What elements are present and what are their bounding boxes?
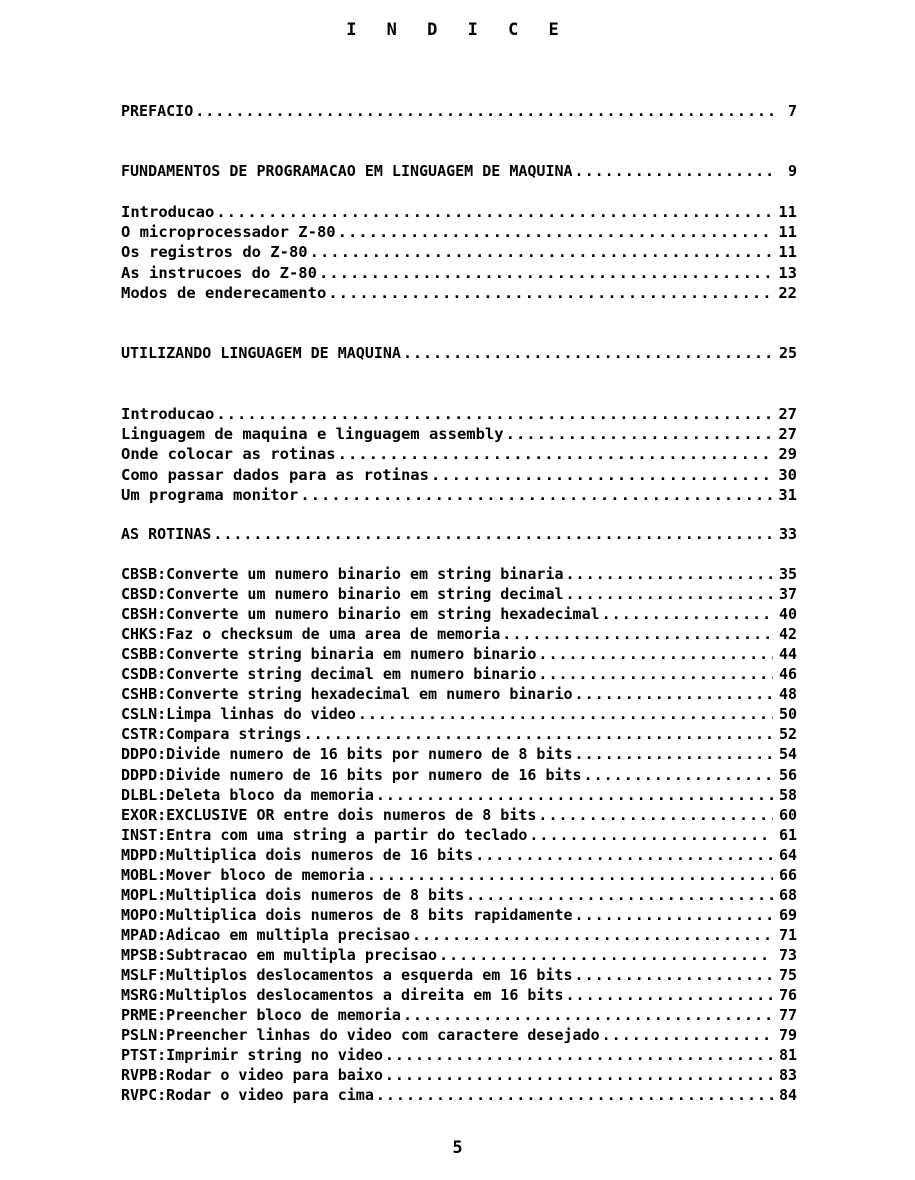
entry-page: 44 <box>778 645 797 663</box>
entry-label: MDPD:Multiplica dois numeros de 16 bits <box>121 846 474 864</box>
entry-page: 27 <box>778 405 797 423</box>
dot-leader <box>338 223 773 241</box>
dot-leader <box>304 725 773 743</box>
entry-page: 11 <box>778 223 797 241</box>
toc-entry <box>121 264 797 284</box>
entry-page: 25 <box>778 344 797 362</box>
toc-entry <box>121 203 797 223</box>
routine-entry <box>121 886 797 906</box>
entry-label: RVPB:Rodar o video para baixo <box>121 1066 383 1084</box>
dot-leader <box>385 1066 773 1084</box>
entry-page: 69 <box>778 906 797 924</box>
routine-entry <box>121 986 797 1006</box>
entry-label: MOBL:Mover bloco de memoria <box>121 866 365 884</box>
entry-label: DDPO:Divide numero de 16 bits por numero de 8 bits <box>121 745 573 763</box>
entry-label: Introducao <box>121 203 215 221</box>
dot-leader <box>385 1046 773 1064</box>
dot-leader <box>575 966 773 984</box>
dot-leader <box>412 926 773 944</box>
entry-label: As instrucoes do Z-80 <box>121 264 317 282</box>
entry-label: Onde colocar as rotinas <box>121 445 336 463</box>
entry-page: 68 <box>778 886 797 904</box>
routine-entry <box>121 766 797 786</box>
entry-page: 30 <box>778 466 797 484</box>
section-heading <box>121 525 797 545</box>
page-number: 5 <box>452 1138 463 1158</box>
entry-page: 7 <box>787 102 797 120</box>
dot-leader <box>602 605 773 623</box>
toc-entry-prefacio <box>121 102 797 122</box>
entry-label: PTST:Imprimir string no video <box>121 1046 383 1064</box>
entry-label: MPSB:Subtracao em multipla precisao <box>121 946 438 964</box>
dot-leader <box>506 425 773 443</box>
routine-entry <box>121 786 797 806</box>
page-title: I N D I C E <box>346 20 569 40</box>
entry-label: Linguagem de maquina e linguagem assembly <box>121 425 504 443</box>
entry-page: 54 <box>778 745 797 763</box>
entry-label: PREFACIO <box>121 102 194 120</box>
entry-label: MSLF:Multiplos deslocamentos a esquerda em 16 bits <box>121 966 573 984</box>
entry-page: 35 <box>778 565 797 583</box>
dot-leader <box>475 846 773 864</box>
entry-page: 77 <box>778 1006 797 1024</box>
dot-leader <box>358 705 773 723</box>
dot-leader <box>575 162 773 180</box>
entry-label: EXOR:EXCLUSIVE OR entre dois numeros de 8 bits <box>121 806 537 824</box>
dot-leader <box>575 906 773 924</box>
dot-leader <box>403 1006 773 1024</box>
routine-entry <box>121 605 797 625</box>
entry-page: 64 <box>778 846 797 864</box>
dot-leader <box>328 284 773 302</box>
entry-page: 66 <box>778 866 797 884</box>
toc-entry <box>121 243 797 263</box>
entry-page: 52 <box>778 725 797 743</box>
entry-label: Como passar dados para as rotinas <box>121 466 429 484</box>
entry-page: 50 <box>778 705 797 723</box>
entry-label: CSBB:Converte string binaria em numero binario <box>121 645 537 663</box>
entry-page: 11 <box>778 243 797 261</box>
dot-leader <box>367 866 773 884</box>
entry-page: 31 <box>778 486 797 504</box>
dot-leader <box>538 665 773 683</box>
toc-entry <box>121 223 797 243</box>
entry-label: UTILIZANDO LINGUAGEM DE MAQUINA <box>121 344 401 362</box>
dot-leader <box>466 886 773 904</box>
entry-label: CBSD:Converte um numero binario em string decimal <box>121 585 564 603</box>
entry-label: MSRG:Multiplos deslocamentos a direita em 16 bits <box>121 986 564 1004</box>
entry-label: O microprocessador Z-80 <box>121 223 336 241</box>
entry-page: 13 <box>778 264 797 282</box>
routine-entry <box>121 926 797 946</box>
routine-entry <box>121 685 797 705</box>
entry-label: PRME:Preencher bloco de memoria <box>121 1006 401 1024</box>
dot-leader <box>403 344 773 362</box>
dot-leader <box>319 264 773 282</box>
routine-entry <box>121 705 797 725</box>
entry-page: 9 <box>787 162 797 180</box>
dot-leader <box>195 102 773 120</box>
entry-label: Os registros do Z-80 <box>121 243 308 261</box>
dot-leader <box>431 466 773 484</box>
entry-label: MOPL:Multiplica dois numeros de 8 bits <box>121 886 465 904</box>
dot-leader <box>529 826 773 844</box>
dot-leader <box>566 585 773 603</box>
entry-page: 37 <box>778 585 797 603</box>
dot-leader <box>338 445 773 463</box>
entry-page: 71 <box>778 926 797 944</box>
entry-label: DDPD:Divide numero de 16 bits por numero de 16 bits <box>121 766 582 784</box>
section-heading <box>121 162 797 182</box>
entry-page: 27 <box>778 425 797 443</box>
entry-label: CSHB:Converte string hexadecimal em numero binario <box>121 685 573 703</box>
dot-leader <box>216 203 773 221</box>
routine-entry <box>121 725 797 745</box>
dot-leader <box>566 565 773 583</box>
dot-leader <box>300 486 773 504</box>
routine-entry <box>121 806 797 826</box>
entry-page: 73 <box>778 946 797 964</box>
entry-label: CSDB:Converte string decimal em numero binario <box>121 665 537 683</box>
entry-page: 83 <box>778 1066 797 1084</box>
dot-leader <box>216 405 773 423</box>
entry-label: AS ROTINAS <box>121 525 212 543</box>
routine-entry <box>121 745 797 765</box>
entry-page: 60 <box>778 806 797 824</box>
entry-page: 84 <box>778 1086 797 1104</box>
routine-entry <box>121 645 797 665</box>
routine-entry <box>121 1046 797 1066</box>
dot-leader <box>439 946 773 964</box>
dot-leader <box>376 786 773 804</box>
entry-label: CBSB:Converte um numero binario em string binaria <box>121 565 564 583</box>
toc-entry <box>121 466 797 486</box>
entry-page: 22 <box>778 284 797 302</box>
dot-leader <box>213 525 773 543</box>
entry-label: PSLN:Preencher linhas do video com caractere desejado <box>121 1026 600 1044</box>
toc-entry <box>121 405 797 425</box>
entry-label: CBSH:Converte um numero binario em string hexadecimal <box>121 605 600 623</box>
entry-label: FUNDAMENTOS DE PROGRAMACAO EM LINGUAGEM DE MAQUINA <box>121 162 573 180</box>
routine-entry <box>121 1026 797 1046</box>
entry-label: MOPO:Multiplica dois numeros de 8 bits rapidamente <box>121 906 573 924</box>
dot-leader <box>310 243 773 261</box>
routine-entry <box>121 846 797 866</box>
toc-entry <box>121 486 797 506</box>
dot-leader <box>538 806 773 824</box>
entry-page: 58 <box>778 786 797 804</box>
routine-entry <box>121 966 797 986</box>
routine-entry <box>121 866 797 886</box>
dot-leader <box>575 745 773 763</box>
entry-page: 61 <box>778 826 797 844</box>
routine-entry <box>121 1006 797 1026</box>
dot-leader <box>584 766 773 784</box>
routine-entry <box>121 585 797 605</box>
dot-leader <box>602 1026 773 1044</box>
routine-entry <box>121 625 797 645</box>
entry-label: INST:Entra com uma string a partir do teclado <box>121 826 528 844</box>
entry-label: MPAD:Adicao em multipla precisao <box>121 926 410 944</box>
routine-entry <box>121 665 797 685</box>
entry-page: 75 <box>778 966 797 984</box>
toc-entry <box>121 445 797 465</box>
entry-label: RVPC:Rodar o video para cima <box>121 1086 374 1104</box>
toc-entry <box>121 425 797 445</box>
entry-page: 56 <box>778 766 797 784</box>
routine-entry <box>121 906 797 926</box>
entry-label: Um programa monitor <box>121 486 299 504</box>
dot-leader <box>538 645 773 663</box>
dot-leader <box>502 625 773 643</box>
routine-entry <box>121 1086 797 1106</box>
entry-page: 40 <box>778 605 797 623</box>
entry-page: 76 <box>778 986 797 1004</box>
entry-label: CHKS:Faz o checksum de uma area de memoria <box>121 625 501 643</box>
entry-page: 11 <box>778 203 797 221</box>
section-heading <box>121 344 797 364</box>
routine-entry <box>121 1066 797 1086</box>
entry-page: 48 <box>778 685 797 703</box>
routine-entry <box>121 826 797 846</box>
toc-entry <box>121 284 797 304</box>
entry-page: 79 <box>778 1026 797 1044</box>
dot-leader <box>566 986 773 1004</box>
entry-page: 29 <box>778 445 797 463</box>
dot-leader <box>376 1086 773 1104</box>
entry-label: CSTR:Compara strings <box>121 725 302 743</box>
entry-page: 81 <box>778 1046 797 1064</box>
entry-page: 33 <box>778 525 797 543</box>
routine-entry <box>121 565 797 585</box>
routine-entry <box>121 946 797 966</box>
entry-label: CSLN:Limpa linhas do video <box>121 705 356 723</box>
dot-leader <box>575 685 773 703</box>
entry-page: 46 <box>778 665 797 683</box>
entry-label: Introducao <box>121 405 215 423</box>
entry-page: 42 <box>778 625 797 643</box>
entry-label: Modos de enderecamento <box>121 284 327 302</box>
entry-label: DLBL:Deleta bloco da memoria <box>121 786 374 804</box>
